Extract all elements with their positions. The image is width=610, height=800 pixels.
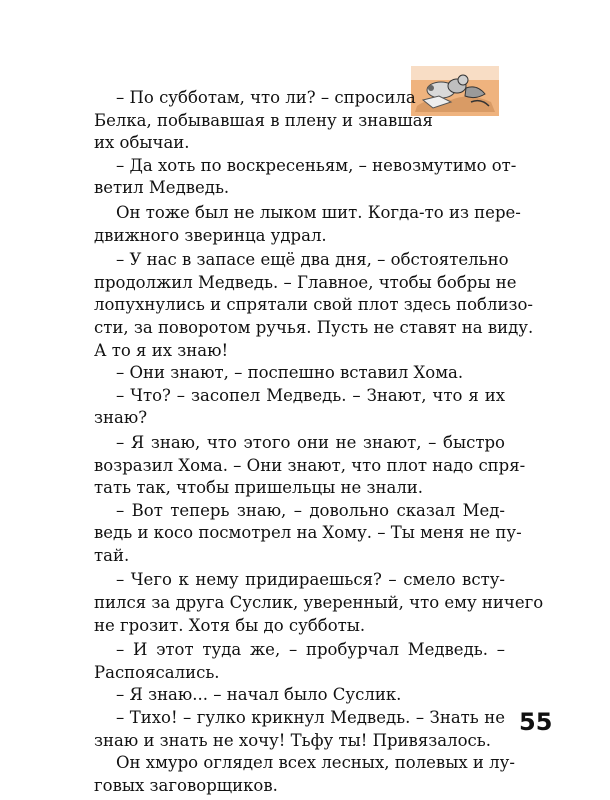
text-line: Распоясались. xyxy=(94,662,220,682)
text-line: продолжил Медведь. – Главное, чтобы бобры не xyxy=(94,272,517,292)
text-line: – По субботам, что ли? – спросила xyxy=(116,88,416,107)
text-line: – Да хоть по воскресеньям, – невозмутимо от- xyxy=(116,155,517,175)
text-line: пился за друга Суслик, уверенный, что ему ничего xyxy=(94,593,544,613)
text-line: – Я знаю... – начал было Суслик. xyxy=(116,685,402,705)
text-line: не грозит. Хотя бы до субботы. xyxy=(94,615,366,635)
text-line: – У нас в запасе ещё два дня, – обстоятельно xyxy=(116,250,509,270)
text-line: Он тоже был не лыком шит. Когда-то из пере- xyxy=(116,202,521,222)
text-line: движного зверинца удрал. xyxy=(94,225,327,245)
text-line: сти, за поворотом ручья. Пусть не ставят на виду. xyxy=(94,317,534,337)
text-line: А то я их знаю! xyxy=(94,340,229,360)
text-line: тай. xyxy=(94,545,130,565)
text-line: – Вот теперь знаю, – довольно сказал Мед- xyxy=(116,500,505,520)
text-line: Он хмуро оглядел всех лесных, полевых и лу- xyxy=(116,753,515,773)
text-line: возразил Хома. – Они знают, что плот надо спря- xyxy=(94,455,526,475)
text-line: тать так, чтобы пришельцы не знали. xyxy=(94,478,424,498)
text-line: – Чего к нему придираешься? – смело всту- xyxy=(116,570,505,590)
text-line: ведь и косо посмотрел на Хому. – Ты меня не пу- xyxy=(94,523,522,543)
text-line: ветил Медведь. xyxy=(94,178,230,198)
text-line: – И этот туда же, – пробурчал Медведь. – xyxy=(116,640,505,660)
text-line: говых заговорщиков. xyxy=(94,775,278,795)
text-line: – Я знаю, что этого они не знают, – быстро xyxy=(116,432,505,452)
text-line: знаю и знать не хочу! Тьфу ты! Привязалось. xyxy=(94,730,491,750)
text-line: – Они знают, – поспешно вставил Хома. xyxy=(116,363,464,383)
text-line: Белка, побывавшая в плену и знавшая xyxy=(94,110,433,130)
text-line: – Тихо! – гулко крикнул Медведь. – Знать не xyxy=(116,708,505,728)
text-line: их обычаи. xyxy=(94,133,190,153)
text-line: – Что? – засопел Медведь. – Знают, что я их xyxy=(116,385,505,405)
page-number: 55 xyxy=(519,708,553,736)
text-line: знаю? xyxy=(94,408,148,428)
text-line: лопухнулись и спрятали свой плот здесь поблизо- xyxy=(94,295,533,315)
